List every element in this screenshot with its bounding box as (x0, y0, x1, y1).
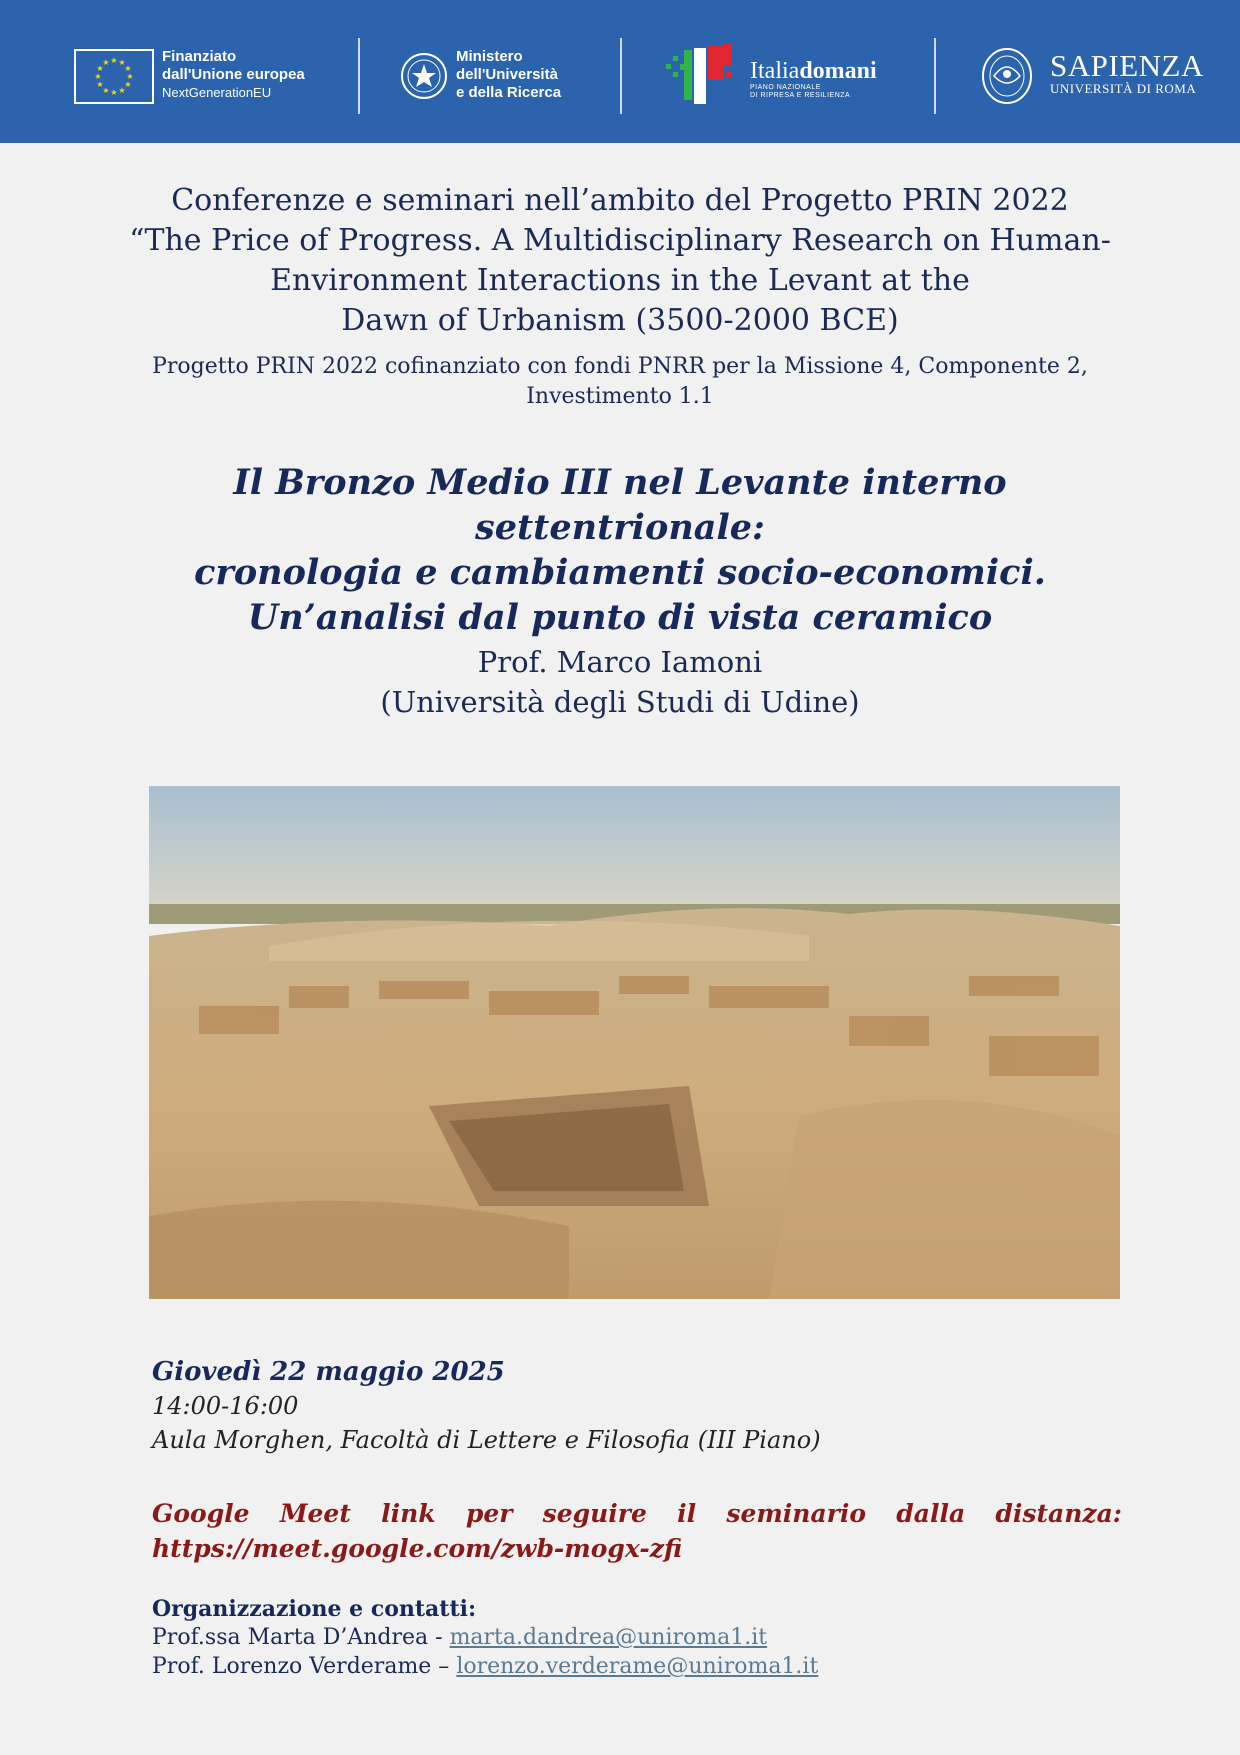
italiadomani-flag-icon (664, 42, 744, 108)
italian-republic-emblem-icon (398, 48, 450, 104)
talk-title-line: Il Bronzo Medio III nel Levante interno settentrionale: (233, 462, 1007, 548)
eu-flag-icon (74, 49, 154, 104)
contact-email-link[interactable]: lorenzo.verderame@uniroma1.it (456, 1654, 819, 1679)
contact-row (152, 1623, 1122, 1653)
eu-line2: dall'Unione europea (162, 66, 305, 83)
eu-line1: Finanziato (162, 48, 237, 65)
funding-line: Investimento 1.1 (526, 384, 714, 409)
intro-line: Environment Interactions in the Levant at the (270, 263, 970, 298)
google-meet-link[interactable]: https://meet.google.com/zwb-mogx-zfi (152, 1534, 683, 1563)
talk-title-line: Un’analisi dal punto di vista ceramico (247, 597, 993, 638)
svg-text:★: ★ (124, 64, 132, 73)
svg-text:★: ★ (110, 88, 118, 97)
funding-line: Progetto PRIN 2022 cofinanziato con fondi PNRR per la Missione 4, Componente 2, (152, 354, 1088, 379)
svg-text:★: ★ (110, 56, 118, 65)
sapienza-name: SAPIENZA (1050, 48, 1204, 83)
mur-line3: e della Ricerca (456, 84, 562, 101)
header-divider (358, 38, 360, 114)
event-date: Giovedì 22 maggio 2025 (152, 1357, 505, 1387)
svg-text:★: ★ (124, 80, 132, 89)
event-time: 14:00-16:00 (152, 1392, 299, 1420)
eu-funding-label (162, 48, 305, 102)
eu-line3: NextGenerationEU (162, 85, 272, 100)
speaker-name: Prof. Marco Iamoni (477, 645, 763, 679)
contact-email-link[interactable]: marta.dandrea@uniroma1.it (449, 1625, 768, 1650)
contact-name: Prof. Lorenzo Verderame – (152, 1654, 457, 1679)
header-divider (934, 38, 936, 114)
contact-row (152, 1652, 1122, 1682)
contacts-heading: Organizzazione e contatti: (152, 1596, 477, 1622)
header-divider (620, 38, 622, 114)
mur-line1: Ministero (456, 48, 523, 65)
funding-note (100, 352, 1140, 412)
project-intro (100, 181, 1140, 341)
svg-text:★: ★ (102, 86, 110, 95)
svg-text:★: ★ (96, 64, 104, 73)
italiadomani-sub1: PIANO NAZIONALE (750, 84, 821, 91)
italiadomani-name-bold: domani (799, 58, 877, 84)
sapienza-label (1050, 50, 1204, 96)
intro-line: “The Price of Progress. A Multidisciplinary Research on Human- (129, 223, 1111, 258)
talk-title (100, 460, 1140, 640)
sapienza-seal-icon (980, 46, 1034, 106)
speaker-block (100, 642, 1140, 722)
sapienza-sub: UNIVERSITÀ DI ROMA (1050, 81, 1197, 96)
svg-text:★: ★ (102, 58, 110, 67)
contact-name: Prof.ssa Marta D’Andrea - (152, 1625, 450, 1650)
speaker-affiliation: (Università degli Studi di Udine) (380, 685, 860, 719)
svg-text:★: ★ (118, 58, 126, 67)
event-location: Aula Morghen, Facoltà di Lettere e Filosofia (III Piano) (152, 1426, 821, 1454)
svg-text:★: ★ (96, 80, 104, 89)
svg-text:★: ★ (118, 86, 126, 95)
ministry-label (456, 48, 561, 102)
italiadomani-label (750, 58, 877, 100)
excavation-site-photo (149, 786, 1120, 1299)
italiadomani-name-light: Italia (750, 58, 800, 84)
italiadomani-sub2: DI RIPRESA E RESILIENZA (750, 92, 851, 99)
svg-text:★: ★ (126, 72, 134, 81)
talk-title-line: cronologia e cambiamenti socio-economici. (194, 552, 1046, 593)
google-meet-label: Google Meet link per seguire il seminario dalla distanza: (152, 1499, 1122, 1528)
intro-line: Dawn of Urbanism (3500-2000 BCE) (341, 303, 899, 338)
intro-line: Conferenze e seminari nell’ambito del Progetto PRIN 2022 (171, 183, 1069, 218)
svg-text:★: ★ (94, 72, 102, 81)
mur-line2: dell'Università (456, 66, 558, 83)
funding-logos-header (0, 0, 1240, 143)
